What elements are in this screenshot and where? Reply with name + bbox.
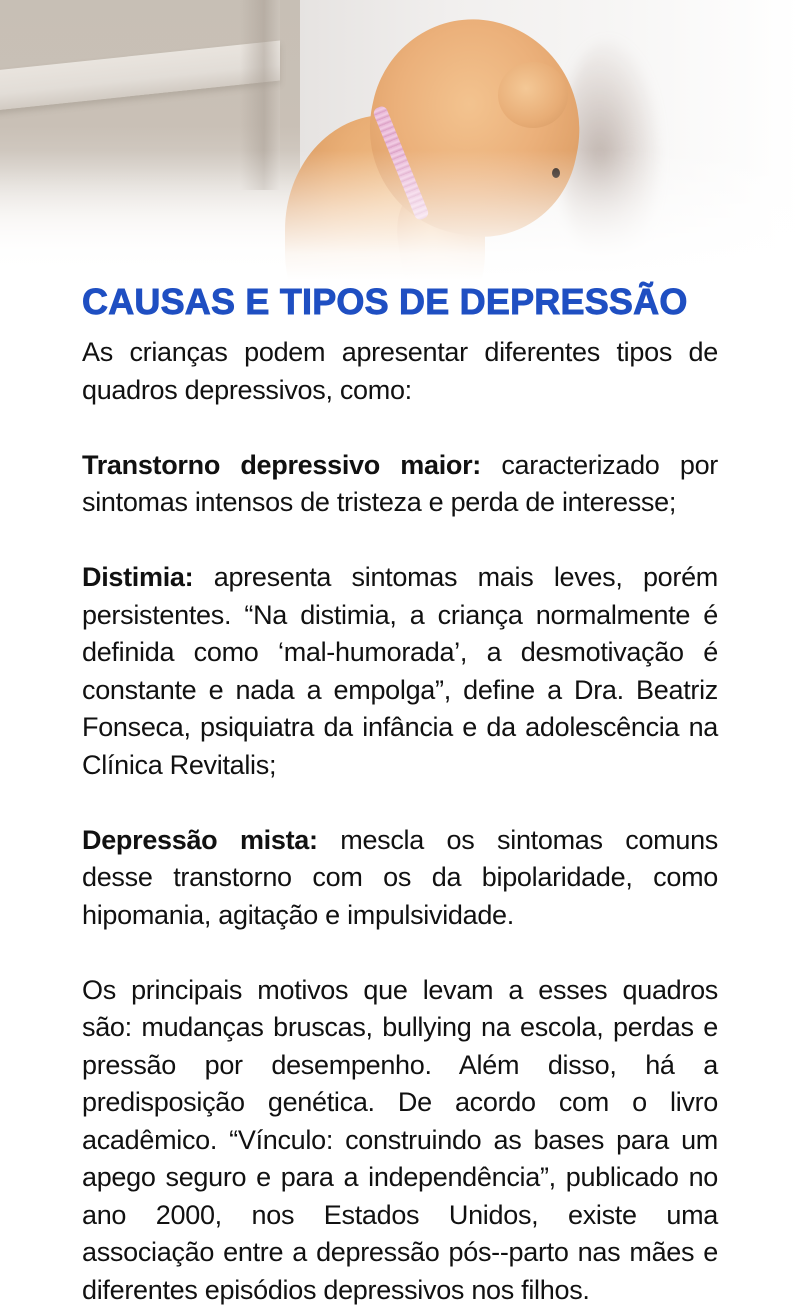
- type-description: mescla os sintomas comuns desse transtorno com os da bipolaridade, como hipomania, agitação e impulsividade.: [82, 825, 718, 930]
- hero-fade-overlay: [0, 150, 800, 280]
- causes-paragraph: Os principais motivos que levam a esses quadros são: mudanças bruscas, bullying na escola, perdas e pressão por desempenho. Além disso, há a predisposição genética. De acordo com o livro acadêmico. “Vínculo: construindo as bases para um apego seguro e para a independência”, publicado no ano 2000, nos Estados Unidos, existe uma associação entre a depressão pós--parto nas mães e diferentes episódios depressivos nos filhos.: [82, 972, 718, 1309]
- type-major-depressive-paragraph: [82, 447, 718, 522]
- type-description: apresenta sintomas mais leves, porém persistentes. “Na distimia, a criança normalmente é definida como ‘mal-humorada’, a desmotivação é constante e nada a empolga”, define a Dra. Beatriz Fonseca, psiquiatra da infância e da adolescência na Clínica Revitalis;: [82, 562, 718, 780]
- type-dysthymia-paragraph: [82, 559, 718, 784]
- type-term: Depressão mista:: [82, 825, 318, 855]
- type-description: caracterizado por sintomas intensos de tristeza e perda de interesse;: [82, 450, 718, 518]
- type-term: Distimia:: [82, 562, 193, 592]
- teddy-bear-ear: [498, 62, 568, 128]
- type-term: Transtorno depressivo maior:: [82, 450, 481, 480]
- intro-paragraph: As crianças podem apresentar diferentes tipos de quadros depressivos, como:: [82, 334, 718, 409]
- article: [82, 282, 718, 1309]
- hero-image: [0, 0, 800, 280]
- page-title: CAUSAS E TIPOS DE DEPRESSÃO: [82, 282, 718, 322]
- type-mixed-depression-paragraph: [82, 822, 718, 935]
